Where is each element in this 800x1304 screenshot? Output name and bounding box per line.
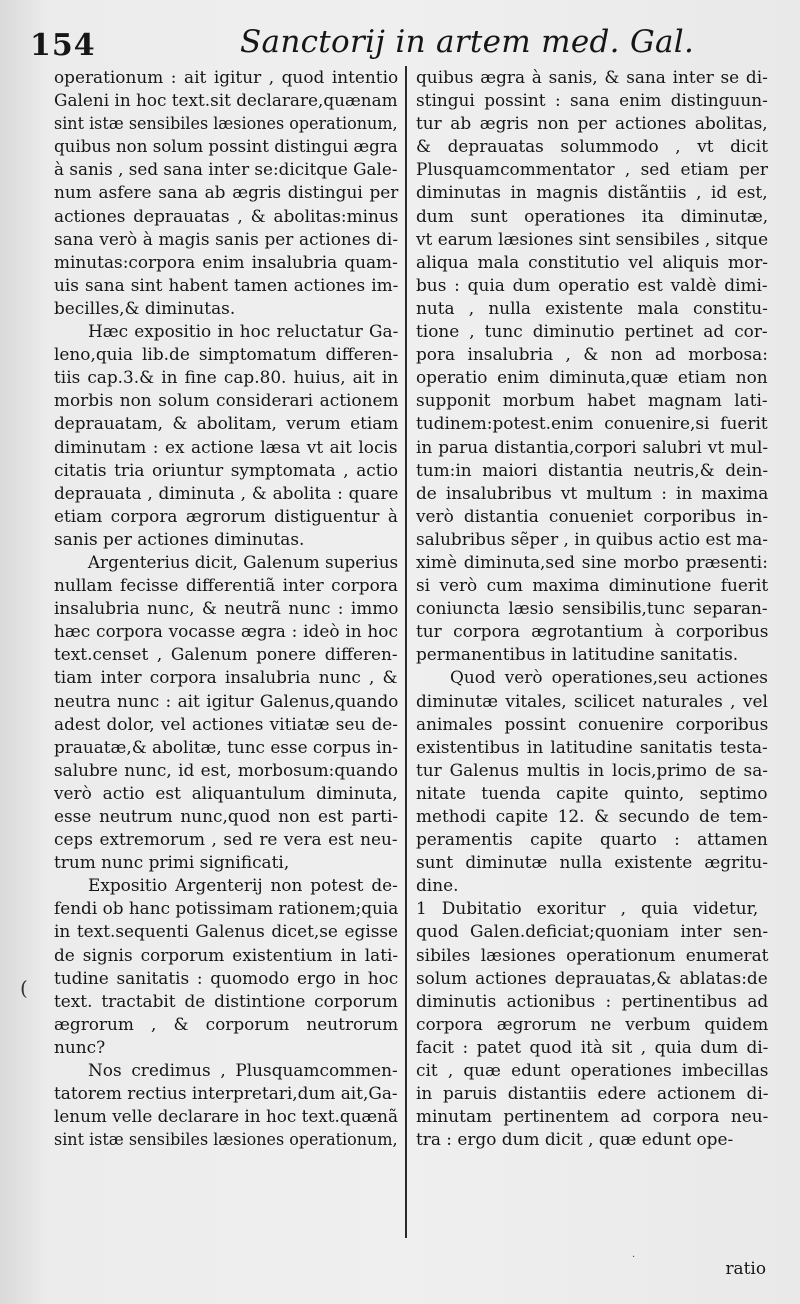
text-line: diminutas in magnis distãntiis , id est,: [416, 182, 768, 203]
text-line: nuta , nulla existente mala constitu-: [416, 297, 768, 318]
text-line: aliqua mala constitutio vel aliquis mor-: [416, 251, 768, 272]
text-line: lenum velle declarare in hoc text.quænã: [54, 1106, 399, 1127]
text-line: verò distantia conueniet corporibus in-: [416, 505, 769, 526]
text-line: supponit morbum habet magnam lati-: [416, 390, 768, 411]
text-line: trum nunc primi significati,: [54, 852, 290, 873]
text-line: text. tractabit de distintione corporum: [54, 990, 398, 1011]
text-line: tiam inter corpora insalubria nunc , &: [54, 667, 398, 688]
text-line: num asfere sana ab ægris distingui per: [54, 182, 399, 203]
text-line: in text.sequenti Galenus dicet,se egisse: [54, 921, 399, 942]
text-line: quod Galen.deficiat;quoniam inter sen-: [416, 921, 769, 942]
text-line: diminutæ vitales, scilicet naturales , vel: [416, 690, 768, 711]
right-text-column: [416, 66, 768, 1151]
text-line: hæc corpora vocasse ægra : ideò in hoc: [54, 621, 398, 642]
text-line: leno,quia lib.de simptomatum differen-: [54, 344, 399, 365]
text-line: text.censet , Galenum ponere differen-: [54, 644, 398, 665]
text-line: tudine sanitatis : quomodo ergo in hoc: [54, 967, 399, 988]
text-line: sint istæ sensibiles læsiones operationum,: [54, 1129, 398, 1150]
page-header: [30, 14, 770, 64]
text-line: citatis tria oriuntur symptomata , actio: [54, 459, 399, 480]
text-line: ægrorum , & corporum neutrorum: [54, 1013, 399, 1034]
text-line: deprauata , diminuta , & abolita : quare: [54, 482, 399, 503]
text-line: de signis corporum existentium in lati-: [54, 944, 399, 965]
text-line: neutra nunc : ait igitur Galenus,quando: [54, 690, 399, 711]
text-line: minutam pertinentem ad corpora neu-: [416, 1106, 769, 1127]
text-line: quibus ægra à sanis, & sana inter se di-: [416, 67, 768, 87]
text-line: 1 Dubitatio exoritur , quia videtur,: [416, 898, 759, 919]
text-line: salubre nunc, id est, morbosum:quando: [54, 759, 398, 780]
text-line: à sanis , sed sana inter se:dicitque Gale-: [54, 159, 398, 180]
text-line: permanentibus in latitudine sanitatis.: [416, 644, 739, 665]
text-line: in parua distantia,corpori salubri vt mul-: [416, 436, 769, 457]
text-line: etiam corpora ægrorum distiguentur à: [54, 505, 398, 526]
text-line: tudinem:potest.enim conuenire,si fuerit: [416, 413, 768, 434]
text-line: si verò cum maxima diminutione fuerit: [416, 575, 769, 596]
text-line: de insalubribus vt multum : in maxima: [416, 482, 769, 503]
text-line: prauatæ,& abolitæ, tunc esse corpus in-: [54, 736, 399, 757]
text-line: diminutis actionibus : pertinentibus ad: [416, 990, 769, 1011]
text-line: ceps extremorum , sed re vera est neu-: [54, 829, 398, 850]
text-line: bus : quia dum operatio est valdè dimi-: [416, 274, 768, 295]
text-line: deprauatam, & abolitam, verum etiam: [54, 413, 399, 434]
text-line: nunc?: [54, 1036, 106, 1057]
text-line: fendi ob hanc potissimam rationem;quia: [54, 898, 399, 919]
text-line: esse neutrum nunc,quod non est parti-: [54, 806, 399, 826]
text-line: tur corpora ægrotantium à corporibus: [416, 621, 769, 642]
text-line: dum sunt operationes ita diminutæ,: [416, 205, 769, 226]
text-line: animales possint conuenire corporibus: [416, 713, 769, 734]
text-line: Galeni in hoc text.sit declarare,quænam: [54, 90, 398, 111]
text-line: existentibus in latitudine sanitatis testa-: [416, 736, 768, 757]
text-line: facit : patet quod ità sit , quia dum di-: [416, 1036, 769, 1057]
text-line: methodi capite 12. & secundo de tem-: [416, 806, 768, 826]
text-line: tra : ergo dum dicit , quæ edunt ope-: [416, 1129, 734, 1150]
text-line: dine.: [416, 875, 459, 896]
text-line: coniuncta læsio sensibilis,tunc separan-: [416, 598, 768, 619]
text-line: uis sana sint habent tamen actiones im-: [54, 274, 399, 295]
text-line: diminutam : ex actione læsa vt ait locis: [54, 436, 398, 457]
text-line: sana verò à magis sanis per actiones di-: [54, 228, 399, 249]
text-line: Quod verò operationes,seu actiones: [450, 667, 768, 688]
text-line: morbis non solum considerari actionem: [54, 390, 399, 411]
text-line: actiones deprauatas , & abolitas:minus: [54, 205, 399, 226]
text-line: tiis cap.3.& in fine cap.80. huius, ait in: [54, 367, 399, 388]
text-line: & deprauatas solummodo , vt dicit: [416, 136, 768, 157]
text-line: corpora ægrorum ne verbum quidem: [416, 1013, 769, 1034]
text-line: Plusquamcommentator , sed etiam per: [416, 159, 768, 180]
text-line: sunt diminutæ nulla existente ægritu-: [416, 852, 768, 873]
catchword: ratio: [725, 1258, 766, 1278]
text-line: Hæc expositio in hoc reluctatur Ga-: [88, 321, 399, 342]
margin-mark: (: [20, 976, 28, 1000]
text-line: pora insalubria , & non ad morbosa:: [416, 344, 768, 365]
text-line: adest dolor, vel actiones vitiatæ seu de-: [54, 713, 398, 734]
text-line: tum:in maiori distantia neutris,& dein-: [416, 459, 769, 480]
text-line: nitate tuenda capite quinto, septimo: [416, 782, 768, 803]
ink-speck: ·: [632, 1252, 636, 1263]
text-line: Argenterius dicit, Galenum superius: [87, 551, 399, 572]
text-line: salubribus sẽper , in quibus actio est ma-: [416, 528, 768, 549]
text-line: peramentis capite quarto : attamen: [416, 829, 768, 850]
text-line: verò actio est aliquantulum diminuta,: [54, 782, 398, 803]
text-line: sibiles læsiones operationum enumerat: [416, 944, 769, 965]
text-line: stingui possint : sana enim distinguun-: [416, 90, 768, 111]
text-line: quibus non solum possint distingui ægra: [54, 136, 398, 157]
text-line: in paruis distantiis edere actionem di-: [416, 1083, 769, 1104]
text-line: operatio enim diminuta,quæ etiam non: [416, 367, 768, 388]
text-line: Nos credimus , Plusquamcommen-: [88, 1060, 398, 1081]
text-line: insalubria nunc, & neutrã nunc : immo: [54, 598, 399, 619]
left-text-column: [54, 66, 398, 1151]
text-line: Expositio Argenterij non potest de-: [88, 875, 398, 896]
column-divider: [405, 66, 407, 1238]
text-line: tur Galenus multis in locis,primo de sa-: [416, 759, 768, 780]
text-line: solum actiones deprauatas,& ablatas:de: [416, 967, 768, 988]
text-line: tione , tunc diminutio pertinet ad cor-: [416, 321, 768, 342]
text-line: cit , quæ edunt operationes imbecillas: [416, 1060, 769, 1081]
page-number: 154: [30, 28, 96, 63]
text-line: ximè diminuta,sed sine morbo præsenti:: [416, 551, 768, 572]
text-line: vt earum læsiones sint sensibiles , sitque: [416, 228, 769, 249]
text-line: tatorem rectius interpretari,dum ait,Ga-: [54, 1083, 398, 1104]
text-line: operationum : ait igitur , quod intentio: [54, 67, 399, 87]
running-head: Sanctorij in artem med. Gal.: [240, 24, 695, 60]
text-line: minutas:corpora enim insalubria quam-: [54, 251, 398, 272]
text-line: sint istæ sensibiles læsiones operationum,: [54, 113, 398, 134]
text-line: sanis per actiones diminutas.: [54, 528, 305, 549]
text-line: nullam fecisse differentiã inter corpora: [54, 575, 398, 596]
text-line: becilles,& diminutas.: [54, 297, 236, 318]
text-line: tur ab ægris non per actiones abolitas,: [416, 113, 768, 134]
